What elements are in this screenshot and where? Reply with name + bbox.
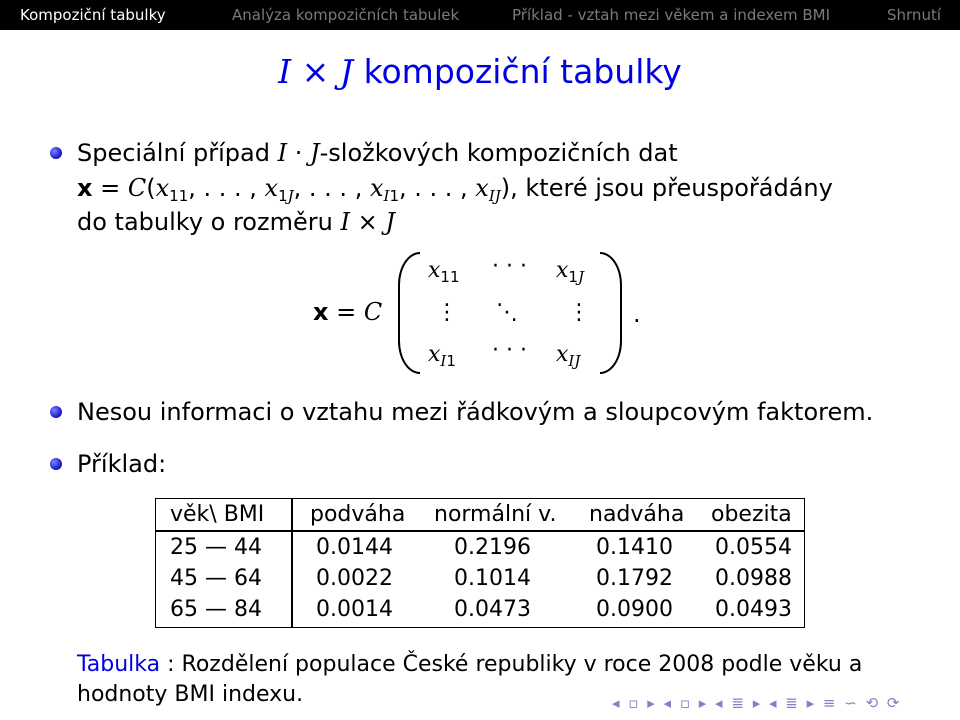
table-header-cell: věk\ BMI [170,502,265,527]
data-table [155,498,805,628]
table-cell: 0.1410 [596,535,673,560]
bullet-2-text: Nesou informaci o vztahu mezi řádkovým a sloupcovým faktorem. [77,398,874,426]
matrix-cell: · · · [492,338,527,363]
matrix-cell: ⋮ [436,300,458,325]
section-navbar [0,0,960,30]
matrix-label: x = C [313,298,383,326]
table-cell: 0.0493 [715,597,792,622]
table-cell: 0.2196 [454,535,531,560]
table-header-cell: nadváha [589,502,685,527]
nav-item-shrnuti[interactable]: Shrnutí [887,6,941,24]
bullet-icon [50,458,62,470]
table-header-cell: normální v. [434,502,557,527]
matrix-period: . [633,300,641,328]
table-column-rule [291,499,293,627]
matrix-cell: $x_{IJ}$ [556,342,581,370]
matrix-right-paren [600,252,622,374]
table-cell: 0.1014 [454,566,531,591]
table-cell: 25 — 44 [170,535,262,560]
bullet-icon [50,406,62,418]
table-header-cell: obezita [711,502,792,527]
matrix-left-paren [398,252,420,374]
table-header-rule [156,530,804,532]
caption-text: : Rozdělení populace České republiky v roce 2008 podle věku a hodnoty BMI indexu. [77,652,863,707]
beamer-navigation-icons[interactable]: ◂ ▫ ▸ ◂ ▫ ▸ ◂ ≣ ▸ ◂ ≣ ▸ ≡ ∽ ⟲ ⟳ [612,694,902,712]
matrix-cell: $x_{11}$ [428,258,460,286]
bullet-1-line-3: do tabulky o rozměru I × J [77,208,395,236]
nav-item-priklad[interactable]: Příklad - vztah mezi věkem a indexem BMI [512,6,831,24]
table-cell: 0.0144 [316,535,393,560]
nav-item-analyza[interactable]: Analýza kompozičních tabulek [232,6,460,24]
matrix-cell: ⋱ [496,300,518,325]
caption-label: Tabulka [77,652,161,677]
table-cell: 0.1792 [596,566,673,591]
matrix-cell: · · · [492,254,527,279]
table-header-cell: podváha [310,502,406,527]
table-cell: 0.0900 [596,597,673,622]
nav-item-kompozicni-tabulky[interactable]: Kompoziční tabulky [20,6,166,24]
matrix-cell: ⋮ [568,300,590,325]
bullet-icon [50,147,62,159]
bullet-1-line-2: $x = C(x_{11}$, . . . , $x_{1J}$, . . . , $x_{I1}$, . . . , $x_{IJ}$), které jsou přeuspořádány [77,174,833,205]
table-cell: 0.0014 [316,597,393,622]
matrix-cell: $x_{I1}$ [428,342,456,370]
table-cell: 0.0022 [316,566,393,591]
matrix-cell: $x_{1J}$ [556,258,584,286]
slide-title: I × J kompoziční tabulky [278,52,682,91]
bullet-3-text: Příklad: [77,450,167,478]
table-cell: 0.0554 [715,535,792,560]
table-cell: 0.0473 [454,597,531,622]
table-cell: 0.0988 [715,566,792,591]
bullet-1-line-1: Speciální případ I · J-složkových kompozičních dat [77,139,678,167]
table-cell: 65 — 84 [170,597,262,622]
table-cell: 45 — 64 [170,566,262,591]
